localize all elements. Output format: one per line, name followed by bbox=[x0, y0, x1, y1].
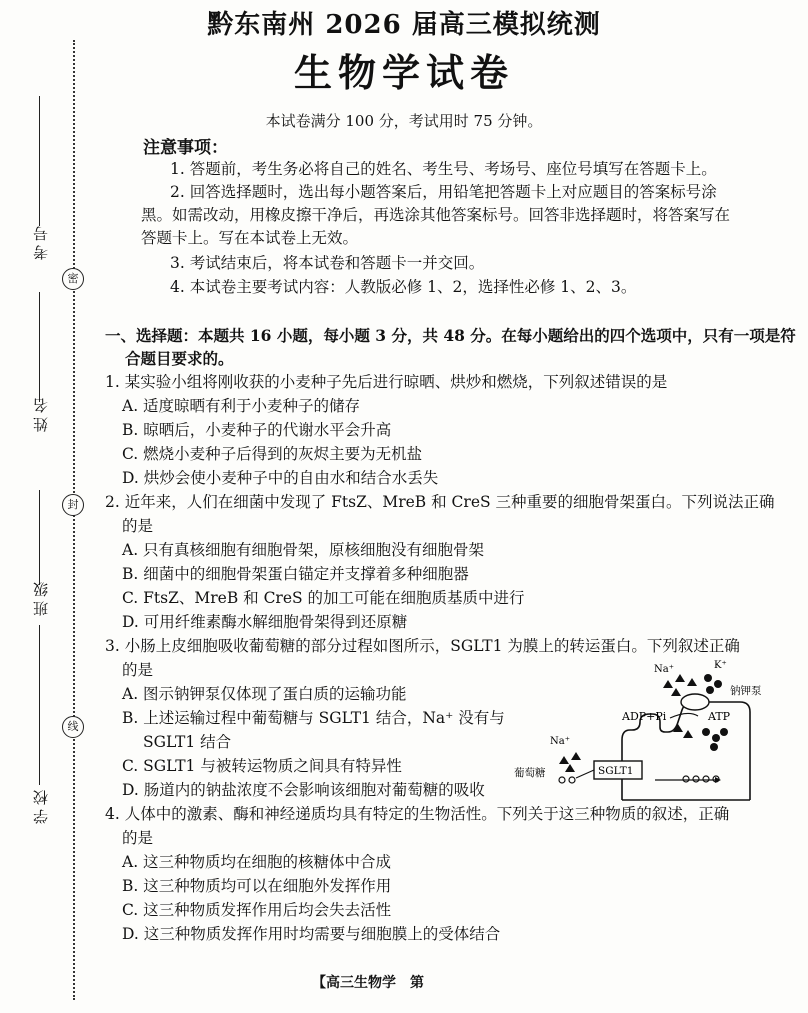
potassium-ions-inside bbox=[702, 728, 728, 751]
notice-line: 答题卡上。写在本试卷上无效。 bbox=[141, 229, 359, 247]
xingming-fill-line bbox=[39, 292, 40, 402]
exam-title: 黔东南州 2026 届高三模拟统测 bbox=[207, 10, 601, 40]
question-4-option-a: A. 这三种物质均在细胞的核糖体中合成 bbox=[122, 853, 392, 871]
question-1-option-b: B. 晾晒后，小麦种子的代谢水平会升高 bbox=[122, 421, 392, 439]
question-2-option-c: C. FtsZ、MreB 和 CreS 的加工可能在细胞质基质中进行 bbox=[122, 589, 525, 607]
label-xuexiao: 学校 bbox=[32, 786, 50, 824]
section-heading-cont: 合题目要求的。 bbox=[125, 349, 234, 368]
label-xingming: 姓名 bbox=[32, 394, 50, 432]
banji-fill-line bbox=[39, 490, 40, 585]
sodium-potassium-pump-shape bbox=[681, 694, 709, 710]
question-3-stem: 3. 小肠上皮细胞吸收葡萄糖的部分过程如图所示，SGLT1 为膜上的转运蛋白。下列叙述正确 bbox=[105, 637, 740, 655]
label-na-top: Na⁺ bbox=[654, 664, 674, 675]
question-1-option-d: D. 烘炒会使小麦种子中的自由水和结合水丢失 bbox=[122, 469, 439, 487]
exam-info: 本试卷满分 100 分，考试用时 75 分钟。 bbox=[265, 112, 543, 130]
label-atp: ATP bbox=[708, 710, 731, 723]
page-footer: 【高三生物学 第 bbox=[312, 975, 424, 991]
potassium-ions-outside bbox=[704, 674, 722, 694]
label-adp: ADP+Pi bbox=[622, 710, 667, 723]
question-3-option-b: B. 上述运输过程中葡萄糖与 SGLT1 结合，Na⁺ 没有与 bbox=[122, 709, 505, 727]
label-glucose: 葡萄糖 bbox=[514, 767, 546, 779]
question-3-stem-cont: 的是 bbox=[122, 661, 154, 679]
notice-line: 4. 本试卷主要考试内容：人教版必修 1、2，选择性必修 1、2、3。 bbox=[170, 278, 637, 296]
label-na-left: Na⁺ bbox=[550, 736, 570, 747]
notice-line: 3. 考试结束后，将本试卷和答题卡一并交回。 bbox=[170, 254, 485, 272]
question-4-option-c: C. 这三种物质发挥作用后均会失去活性 bbox=[122, 901, 392, 919]
question-3-option-c: C. SGLT1 与被转运物质之间具有特异性 bbox=[122, 757, 402, 775]
question-2-stem: 2. 近年来，人们在细菌中发现了 FtsZ、MreB 和 CreS 三种重要的细胞骨架蛋白。下列说法正确 bbox=[105, 493, 775, 511]
sglt1-transport-diagram bbox=[510, 652, 800, 802]
question-4-stem: 4. 人体中的激素、酶和神经递质均具有特定的生物活性。下列关于这三种物质的叙述，正确 bbox=[105, 805, 730, 823]
label-kaohao: 考号 bbox=[32, 222, 50, 260]
sodium-ions-lumen bbox=[559, 752, 581, 772]
label-sglt1: SGLT1 bbox=[598, 765, 634, 777]
question-2-option-b: B. 细菌中的细胞骨架蛋白锚定并支撑着多种细胞器 bbox=[122, 565, 469, 583]
seal-mi: 密 bbox=[62, 268, 84, 290]
question-4-stem-cont: 的是 bbox=[122, 829, 154, 847]
question-3-option-d: D. 肠道内的钠盐浓度不会影响该细胞对葡萄糖的吸收 bbox=[122, 781, 485, 799]
binding-margin bbox=[0, 0, 100, 1013]
seal-xian: 线 bbox=[62, 716, 84, 738]
label-pump: 钠钾泵 bbox=[730, 685, 762, 697]
question-4-option-d: D. 这三种物质发挥作用时均需要与细胞膜上的受体结合 bbox=[122, 925, 501, 943]
glucose-entry-line bbox=[576, 770, 594, 778]
label-banji: 班级 bbox=[32, 578, 50, 616]
notice-line: 1. 答题前，考生务必将自己的姓名、考生号、考场号、座位号填写在答题卡上。 bbox=[170, 160, 717, 178]
xuexiao-fill-line bbox=[39, 625, 40, 785]
question-1-option-a: A. 适度晾晒有利于小麦种子的储存 bbox=[122, 397, 361, 415]
notice-line: 2. 回答选择题时，选出每小题答案后，用铅笔把答题卡上对应题目的答案标号涂 bbox=[170, 183, 717, 201]
seal-feng: 封 bbox=[62, 494, 84, 516]
section-heading: 一、选择题：本题共 16 小题，每小题 3 分，共 48 分。在每小题给出的四个选项中，只有一项是符 bbox=[105, 326, 796, 345]
question-4-option-b: B. 这三种物质均可以在细胞外发挥作用 bbox=[122, 877, 392, 895]
question-2-stem-cont: 的是 bbox=[122, 517, 154, 535]
label-k: K⁺ bbox=[714, 660, 727, 671]
notice-title: 注意事项： bbox=[143, 138, 228, 158]
question-3-option-a: A. 图示钠钾泵仅体现了蛋白质的运输功能 bbox=[122, 685, 407, 703]
question-1-option-c: C. 燃烧小麦种子后得到的灰烬主要为无机盐 bbox=[122, 445, 423, 463]
atp-hydrolysis-arrow bbox=[670, 713, 698, 718]
notice-line: 黑。如需改动，用橡皮擦干净后，再选涂其他答案标号。回答非选择题时，将答案写在 bbox=[141, 206, 731, 224]
question-1-stem: 1. 某实验小组将刚收获的小麦种子先后进行晾晒、烘炒和燃烧，下列叙述错误的是 bbox=[105, 373, 668, 391]
question-3-option-b-cont: SGLT1 结合 bbox=[143, 733, 232, 751]
paper-title: 生物学试卷 bbox=[293, 50, 514, 95]
question-2-option-d: D. 可用纤维素酶水解细胞骨架得到还原糖 bbox=[122, 613, 408, 631]
question-2-option-a: A. 只有真核细胞有细胞骨架，原核细胞没有细胞骨架 bbox=[122, 541, 485, 559]
sodium-ions-outside-top bbox=[663, 674, 697, 696]
dotted-cut-line bbox=[73, 40, 75, 1000]
